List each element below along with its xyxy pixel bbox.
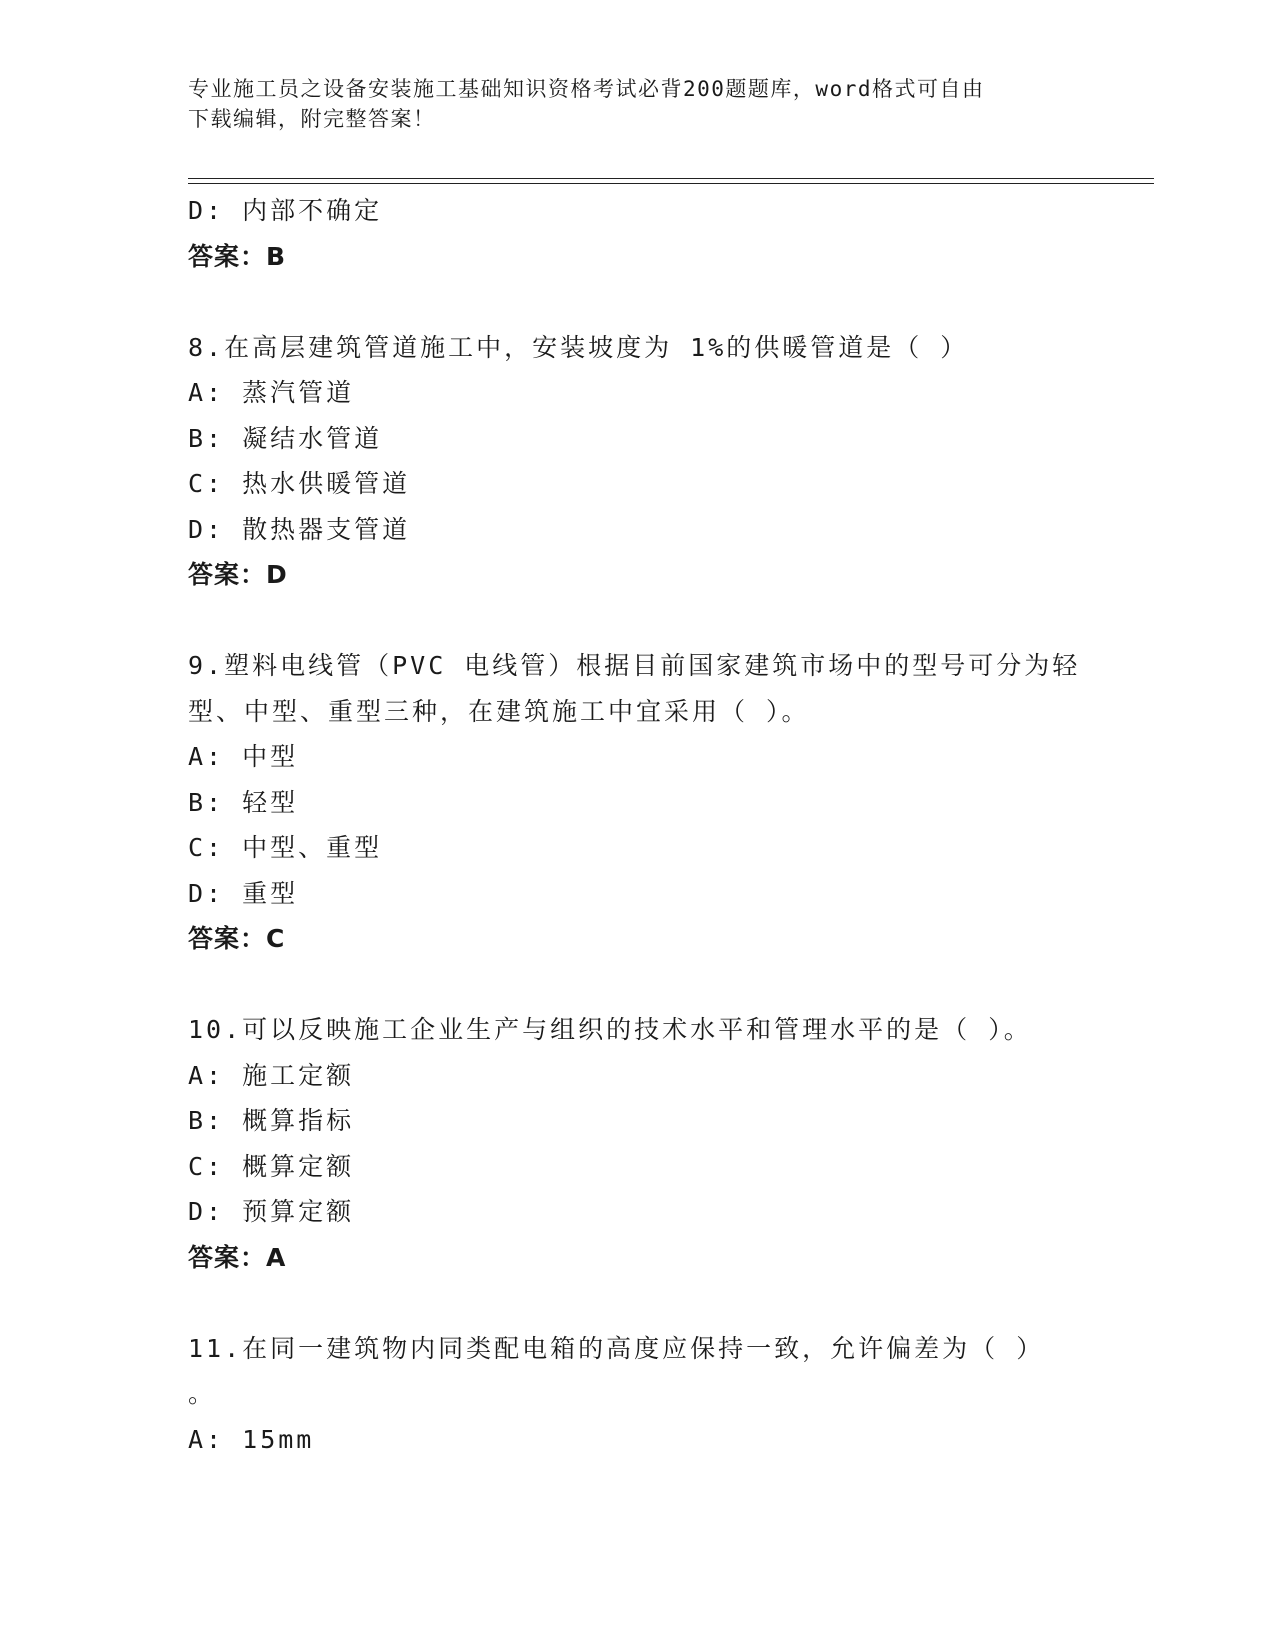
question-list — [188, 188, 1088, 1462]
question-8 — [188, 325, 1088, 599]
question-stem: 10.可以反映施工企业生产与组织的技术水平和管理水平的是（ ）。 — [188, 1015, 1032, 1044]
option-d: D: 内部不确定 — [188, 196, 383, 225]
question-9 — [188, 643, 1088, 962]
option-c: C: 概算定额 — [188, 1151, 355, 1181]
spacer — [188, 598, 1088, 643]
option-b: B: 概算指标 — [188, 1106, 355, 1135]
header-divider-bottom — [188, 183, 1154, 184]
question-11 — [188, 1326, 1088, 1463]
spacer — [188, 280, 1088, 325]
document-header — [188, 74, 1088, 134]
question-stem: 9.塑料电线管（PVC 电线管）根据目前国家建筑市场中的型号可分为轻 — [188, 651, 1081, 680]
header-line-2: 下载编辑，附完整答案！ — [188, 107, 436, 131]
option-d: D: 预算定额 — [188, 1197, 355, 1226]
question-10 — [188, 1007, 1088, 1281]
option-a: A: 蒸汽管道 — [188, 378, 355, 407]
header-divider-top — [188, 178, 1154, 179]
option-d: D: 重型 — [188, 878, 299, 908]
answer: 答案：D — [188, 560, 288, 589]
spacer — [188, 962, 1088, 1007]
answer: 答案：B — [188, 241, 287, 271]
question-stem: 8.在高层建筑管道施工中，安装坡度为 1%的供暖管道是（ ） — [188, 332, 969, 362]
option-b: B: 凝结水管道 — [188, 423, 383, 453]
option-d: D: 散热器支管道 — [188, 514, 411, 544]
answer: 答案：C — [188, 924, 286, 953]
option-a: A: 15mm — [188, 1424, 315, 1454]
spacer — [188, 1281, 1088, 1326]
question-stem-continued: 。 — [188, 1379, 217, 1408]
option-c: C: 热水供暖管道 — [188, 469, 411, 498]
option-c: C: 中型、重型 — [188, 833, 383, 862]
option-b: B: 轻型 — [188, 787, 299, 817]
answer: 答案：A — [188, 1242, 287, 1272]
question-stem: 11.在同一建筑物内同类配电箱的高度应保持一致，允许偏差为（ ） — [188, 1333, 1045, 1363]
header-line-1: 专业施工员之设备安装施工基础知识资格考试必背200题题库，word格式可自由 — [188, 77, 985, 101]
option-a: A: 中型 — [188, 742, 299, 771]
question-stem-continued: 型、中型、重型三种，在建筑施工中宜采用（ ）。 — [188, 696, 810, 726]
option-a: A: 施工定额 — [188, 1060, 355, 1090]
